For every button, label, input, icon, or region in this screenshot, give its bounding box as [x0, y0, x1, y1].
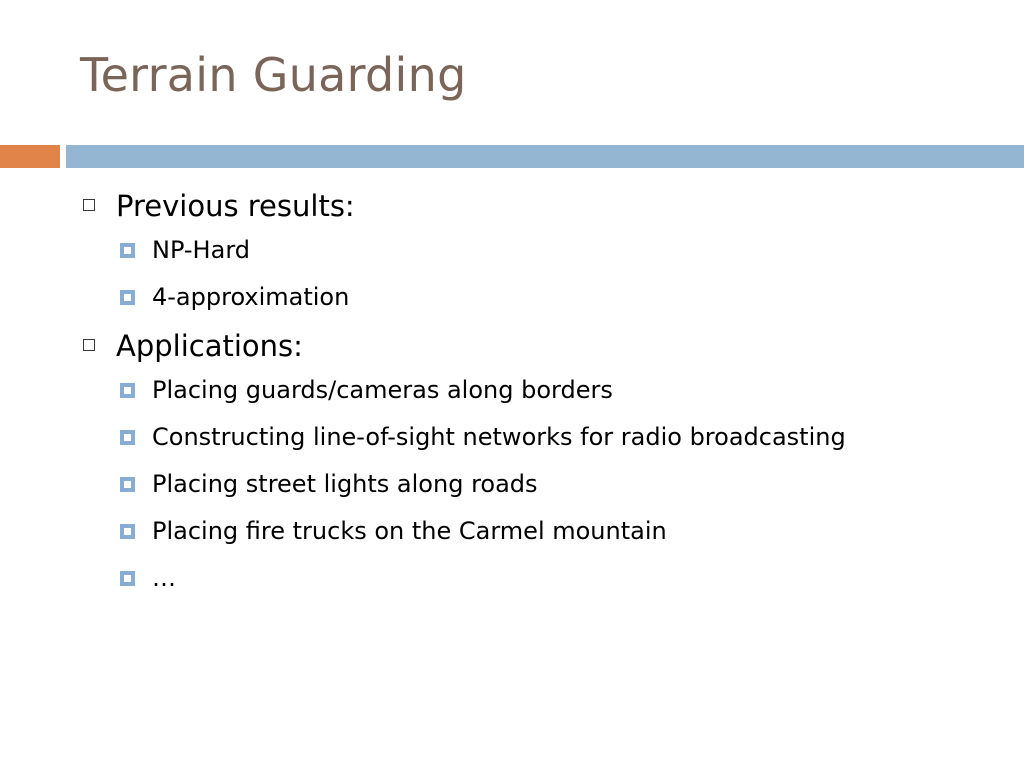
framed-square-bullet-icon — [120, 477, 135, 492]
slide-title: Terrain Guarding — [80, 48, 467, 102]
bullet-text: 4-approximation — [152, 283, 350, 311]
framed-square-bullet-icon — [120, 524, 135, 539]
bullet-text: Placing fire trucks on the Carmel mountain — [152, 517, 667, 545]
bullet-level2 — [80, 466, 1000, 502]
bullet-text: NP-Hard — [152, 236, 250, 264]
header-divider-bar — [66, 145, 1024, 168]
bullet-text: Previous results: — [116, 189, 355, 223]
bullet-level1 — [80, 186, 1000, 226]
framed-square-bullet-icon — [120, 243, 135, 258]
bullet-level2 — [80, 513, 1000, 549]
bullet-text: Applications: — [116, 329, 303, 363]
framed-square-bullet-icon — [120, 383, 135, 398]
bullet-level1 — [80, 326, 1000, 366]
bullet-text: Placing street lights along roads — [152, 470, 538, 498]
bullet-level2 — [80, 279, 1000, 315]
bullet-level2 — [80, 232, 1000, 268]
bullet-text: Constructing line-of-sight networks for radio broadcasting — [152, 423, 846, 451]
hollow-square-bullet-icon — [83, 199, 95, 211]
bullet-text: … — [152, 564, 176, 592]
framed-square-bullet-icon — [120, 571, 135, 586]
bullet-level2 — [80, 419, 1000, 455]
accent-bar — [0, 145, 60, 168]
bullet-text: Placing guards/cameras along borders — [152, 376, 613, 404]
framed-square-bullet-icon — [120, 290, 135, 305]
bullet-level2 — [80, 560, 1000, 596]
bullet-level2 — [80, 372, 1000, 408]
bullet-list — [80, 186, 1000, 607]
framed-square-bullet-icon — [120, 430, 135, 445]
hollow-square-bullet-icon — [83, 339, 95, 351]
